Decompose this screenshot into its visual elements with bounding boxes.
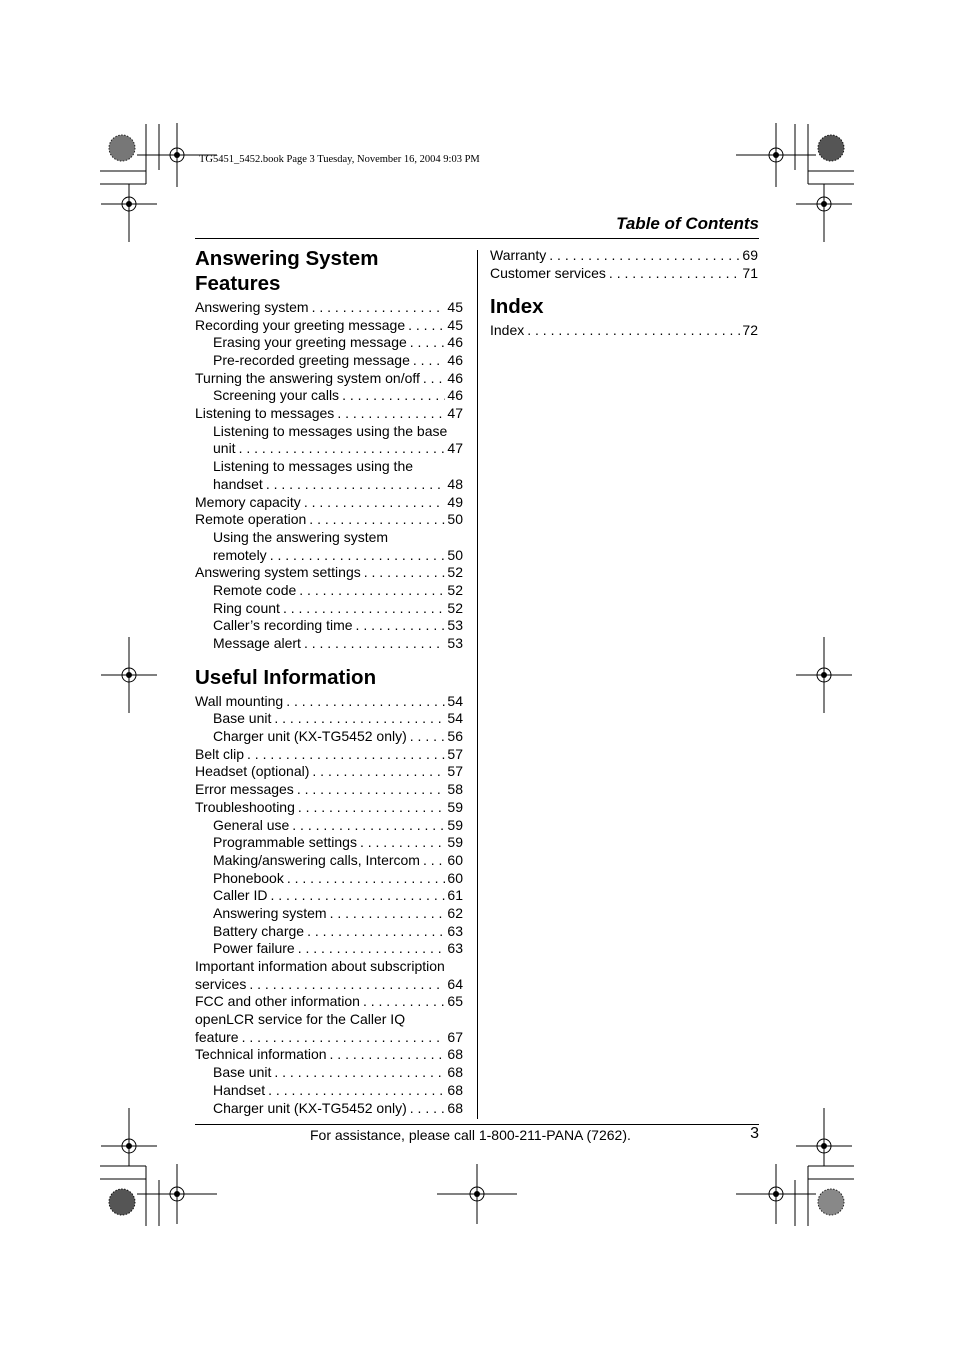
leader-dots (268, 1082, 445, 1100)
leader-dots (408, 317, 445, 335)
toc-list-continued (490, 247, 758, 282)
toc-entry-page: 52 (447, 581, 463, 598)
toc-entry-label: FCC and other information (195, 993, 360, 1010)
leader-dots (304, 494, 446, 512)
toc-entry-page: 64 (447, 975, 463, 992)
toc-entry-page: 57 (447, 763, 463, 780)
toc-entry-page: 46 (447, 334, 463, 351)
toc-entry-page: 46 (447, 369, 463, 386)
toc-entry-label: Index (490, 322, 525, 339)
leader-dots (410, 728, 446, 746)
toc-entry-page: 46 (447, 387, 463, 404)
toc-entry-label: General use (213, 816, 290, 833)
toc-entry[interactable] (195, 746, 463, 764)
toc-subentry[interactable] (195, 887, 463, 905)
toc-entry[interactable] (195, 299, 463, 317)
toc-entry-page: 68 (447, 1064, 463, 1081)
toc-entry-label-line1: Listening to messages using the base (213, 422, 448, 439)
toc-entry[interactable] (195, 781, 463, 799)
toc-entry[interactable] (195, 317, 463, 335)
leader-dots (527, 322, 740, 340)
toc-entry-page: 71 (742, 264, 758, 281)
toc-subentry[interactable] (195, 600, 463, 618)
toc-subentry[interactable] (195, 1082, 463, 1100)
toc-entry[interactable] (490, 265, 758, 283)
toc-entry-page: 50 (447, 511, 463, 528)
leader-dots (423, 852, 445, 870)
toc-entry[interactable] (195, 693, 463, 711)
toc-entry-label-line1: Listening to messages using the (213, 458, 414, 475)
print-info-line: TG5451_5452.book Page 3 Tuesday, November 16, 2004 9:03 PM (199, 154, 480, 165)
toc-entry-page: 63 (447, 922, 463, 939)
toc-entry-wrapped[interactable] (195, 1011, 463, 1046)
toc-entry-label: Erasing your greeting message (213, 334, 407, 351)
toc-subentry[interactable] (195, 728, 463, 746)
toc-subentry[interactable] (195, 352, 463, 370)
column-divider (477, 250, 478, 1119)
toc-entry-label: Pre-recorded greeting message (213, 352, 410, 369)
leader-dots (247, 746, 445, 764)
toc-entry-label: Answering system (213, 904, 327, 921)
leader-dots (270, 547, 446, 565)
toc-entry-label: Recording your greeting message (195, 316, 406, 333)
toc-entry-page: 47 (447, 405, 463, 422)
toc-entry-page: 47 (447, 440, 463, 457)
toc-subentry-wrapped[interactable] (195, 423, 463, 458)
toc-entry-page: 52 (447, 599, 463, 616)
toc-entry-label: Memory capacity (195, 493, 301, 510)
leader-dots (297, 781, 446, 799)
toc-entry-label-line1: Using the answering system (213, 528, 389, 545)
toc-entry-line2 (195, 476, 463, 494)
toc-entry-label: Error messages (195, 781, 294, 798)
toc-list-answering-system (195, 299, 463, 653)
toc-entry-label: Technical information (195, 1046, 327, 1063)
leader-dots (274, 1064, 445, 1082)
toc-entry-label: Remote code (213, 581, 297, 598)
toc-list-useful-information (195, 693, 463, 1118)
toc-entry-label: Answering system settings (195, 564, 361, 581)
toc-entry-line2 (195, 976, 463, 994)
toc-entry[interactable] (195, 511, 463, 529)
toc-entry-label: Customer services (490, 264, 606, 281)
toc-entry-page: 60 (447, 851, 463, 868)
toc-entry-label: Charger unit (KX-TG5452 only) (213, 728, 407, 745)
toc-subentry[interactable] (195, 334, 463, 352)
toc-entry-label: Caller ID (213, 887, 268, 904)
toc-subentry[interactable] (195, 710, 463, 728)
toc-entry-label: Base unit (213, 710, 272, 727)
toc-entry-label: Answering system (195, 298, 309, 315)
page-number: 3 (750, 1125, 759, 1142)
leader-dots (356, 617, 446, 635)
page-title: Table of Contents (616, 214, 759, 233)
leader-dots (309, 511, 445, 529)
left-column (195, 246, 463, 1117)
toc-entry-label: Programmable settings (213, 834, 357, 851)
toc-entry-label: Headset (optional) (195, 763, 310, 780)
toc-entry-label: Screening your calls (213, 387, 340, 404)
toc-subentry[interactable] (195, 905, 463, 923)
toc-entry-label: Charger unit (KX-TG5452 only) (213, 1099, 407, 1116)
toc-subentry[interactable] (195, 870, 463, 888)
toc-entry[interactable] (490, 322, 758, 340)
leader-dots (330, 1046, 446, 1064)
section-title-line: Features (195, 272, 281, 295)
toc-entry-label: handset (213, 475, 263, 492)
toc-subentry[interactable] (195, 852, 463, 870)
toc-entry-label: services (195, 975, 247, 992)
leader-dots (274, 710, 445, 728)
toc-entry-page: 67 (447, 1028, 463, 1045)
toc-entry-page: 45 (447, 316, 463, 333)
toc-entry-label: Listening to messages (195, 405, 335, 422)
leader-dots (342, 387, 445, 405)
leader-dots (549, 247, 740, 265)
toc-subentry[interactable] (195, 1100, 463, 1118)
leader-dots (364, 564, 446, 582)
toc-entry-label-line1: Important information about subscription (195, 958, 445, 975)
toc-entry-page: 65 (447, 993, 463, 1010)
toc-entry-page: 52 (447, 564, 463, 581)
toc-entry-label: Caller’s recording time (213, 617, 353, 634)
header-divider (195, 238, 759, 239)
toc-entry-page: 48 (447, 475, 463, 492)
toc-entry-label: Troubleshooting (195, 798, 295, 815)
toc-entry[interactable] (195, 494, 463, 512)
leader-dots (242, 1029, 446, 1047)
toc-entry-label: Power failure (213, 940, 295, 957)
toc-entry-label: Belt clip (195, 745, 245, 762)
toc-entry-page: 69 (742, 246, 758, 263)
toc-entry-page: 57 (447, 745, 463, 762)
toc-entry-page: 59 (447, 816, 463, 833)
toc-entry-label-line1: openLCR service for the Caller IQ (195, 1011, 406, 1028)
leader-dots (312, 763, 445, 781)
toc-entry-page: 68 (447, 1081, 463, 1098)
toc-entry-label: unit (213, 440, 236, 457)
toc-entry-page: 50 (447, 546, 463, 563)
toc-entry-page: 63 (447, 940, 463, 957)
toc-subentry-wrapped[interactable] (195, 529, 463, 564)
section-title-index: Index (490, 295, 544, 319)
toc-entry-line2 (195, 1029, 463, 1047)
toc-entry-page: 54 (447, 692, 463, 709)
toc-entry-page: 46 (447, 352, 463, 369)
toc-entry-label: remotely (213, 546, 267, 563)
leader-dots (304, 635, 445, 653)
leader-dots (307, 923, 445, 941)
leader-dots (292, 817, 445, 835)
toc-entry-page: 72 (742, 322, 758, 339)
toc-entry-line2 (195, 547, 463, 565)
toc-entry-label: Message alert (213, 635, 301, 652)
leader-dots (298, 940, 446, 958)
toc-subentry[interactable] (195, 1064, 463, 1082)
leader-dots (270, 887, 445, 905)
toc-entry-page: 53 (447, 635, 463, 652)
toc-entry-label: Wall mounting (195, 692, 284, 709)
leader-dots (360, 834, 445, 852)
toc-entry[interactable] (195, 1047, 463, 1065)
leader-dots (299, 582, 445, 600)
toc-entry-label: feature (195, 1028, 239, 1045)
toc-subentry[interactable] (195, 923, 463, 941)
toc-entry-page: 61 (447, 887, 463, 904)
toc-subentry[interactable] (195, 834, 463, 852)
toc-list-index (490, 322, 758, 340)
toc-entry-page: 49 (447, 493, 463, 510)
footer-divider (195, 1124, 759, 1125)
toc-entry-page: 62 (447, 904, 463, 921)
toc-subentry[interactable] (195, 387, 463, 405)
leader-dots (249, 976, 445, 994)
toc-entry-label: Warranty (490, 246, 547, 263)
toc-subentry[interactable] (195, 940, 463, 958)
toc-entry-wrapped[interactable] (195, 958, 463, 993)
leader-dots (287, 870, 446, 888)
toc-entry-label: Battery charge (213, 922, 305, 939)
leader-dots (239, 440, 446, 458)
leader-dots (312, 299, 446, 317)
toc-entry-label: Making/answering calls, Intercom (213, 851, 420, 868)
toc-entry-label: Ring count (213, 599, 280, 616)
section-title-line: Answering System (195, 247, 379, 270)
leader-dots (609, 265, 741, 283)
assistance-text: For assistance, please call 1-800-211-PANA (7262). (310, 1127, 631, 1143)
toc-subentry[interactable] (195, 817, 463, 835)
toc-entry-page: 56 (447, 728, 463, 745)
toc-entry-page: 54 (447, 710, 463, 727)
leader-dots (410, 334, 446, 352)
toc-entry-page: 59 (447, 798, 463, 815)
leader-dots (330, 905, 446, 923)
toc-entry[interactable] (195, 564, 463, 582)
toc-subentry[interactable] (195, 635, 463, 653)
toc-subentry[interactable] (195, 617, 463, 635)
toc-entry[interactable] (490, 247, 758, 265)
leader-dots (298, 799, 446, 817)
toc-entry-label: Turning the answering system on/off (195, 369, 420, 386)
toc-entry-page: 45 (447, 298, 463, 315)
toc-entry-label: Remote operation (195, 511, 307, 528)
toc-entry[interactable] (195, 370, 463, 388)
toc-entry-page: 68 (447, 1046, 463, 1063)
toc-entry-label: Handset (213, 1081, 266, 1098)
leader-dots (363, 993, 445, 1011)
section-title-answering-system (195, 246, 463, 296)
toc-subentry[interactable] (195, 582, 463, 600)
leader-dots (337, 405, 445, 423)
leader-dots (286, 693, 445, 711)
toc-entry-page: 53 (447, 617, 463, 634)
toc-entry-page: 58 (447, 781, 463, 798)
leader-dots (283, 600, 445, 618)
toc-entry-page: 59 (447, 834, 463, 851)
toc-entry[interactable] (195, 993, 463, 1011)
toc-entry-page: 60 (447, 869, 463, 886)
toc-entry[interactable] (195, 764, 463, 782)
leader-dots (423, 370, 446, 388)
toc-entry-line2 (195, 441, 463, 459)
toc-entry-label: Phonebook (213, 869, 284, 886)
right-column (490, 247, 758, 340)
toc-subentry-wrapped[interactable] (195, 458, 463, 493)
toc-entry-page: 68 (447, 1099, 463, 1116)
leader-dots (266, 476, 446, 494)
leader-dots (410, 1100, 446, 1118)
toc-entry[interactable] (195, 799, 463, 817)
leader-dots (413, 352, 446, 370)
toc-entry[interactable] (195, 405, 463, 423)
toc-entry-label: Base unit (213, 1064, 272, 1081)
section-title-useful-information: Useful Information (195, 665, 377, 689)
